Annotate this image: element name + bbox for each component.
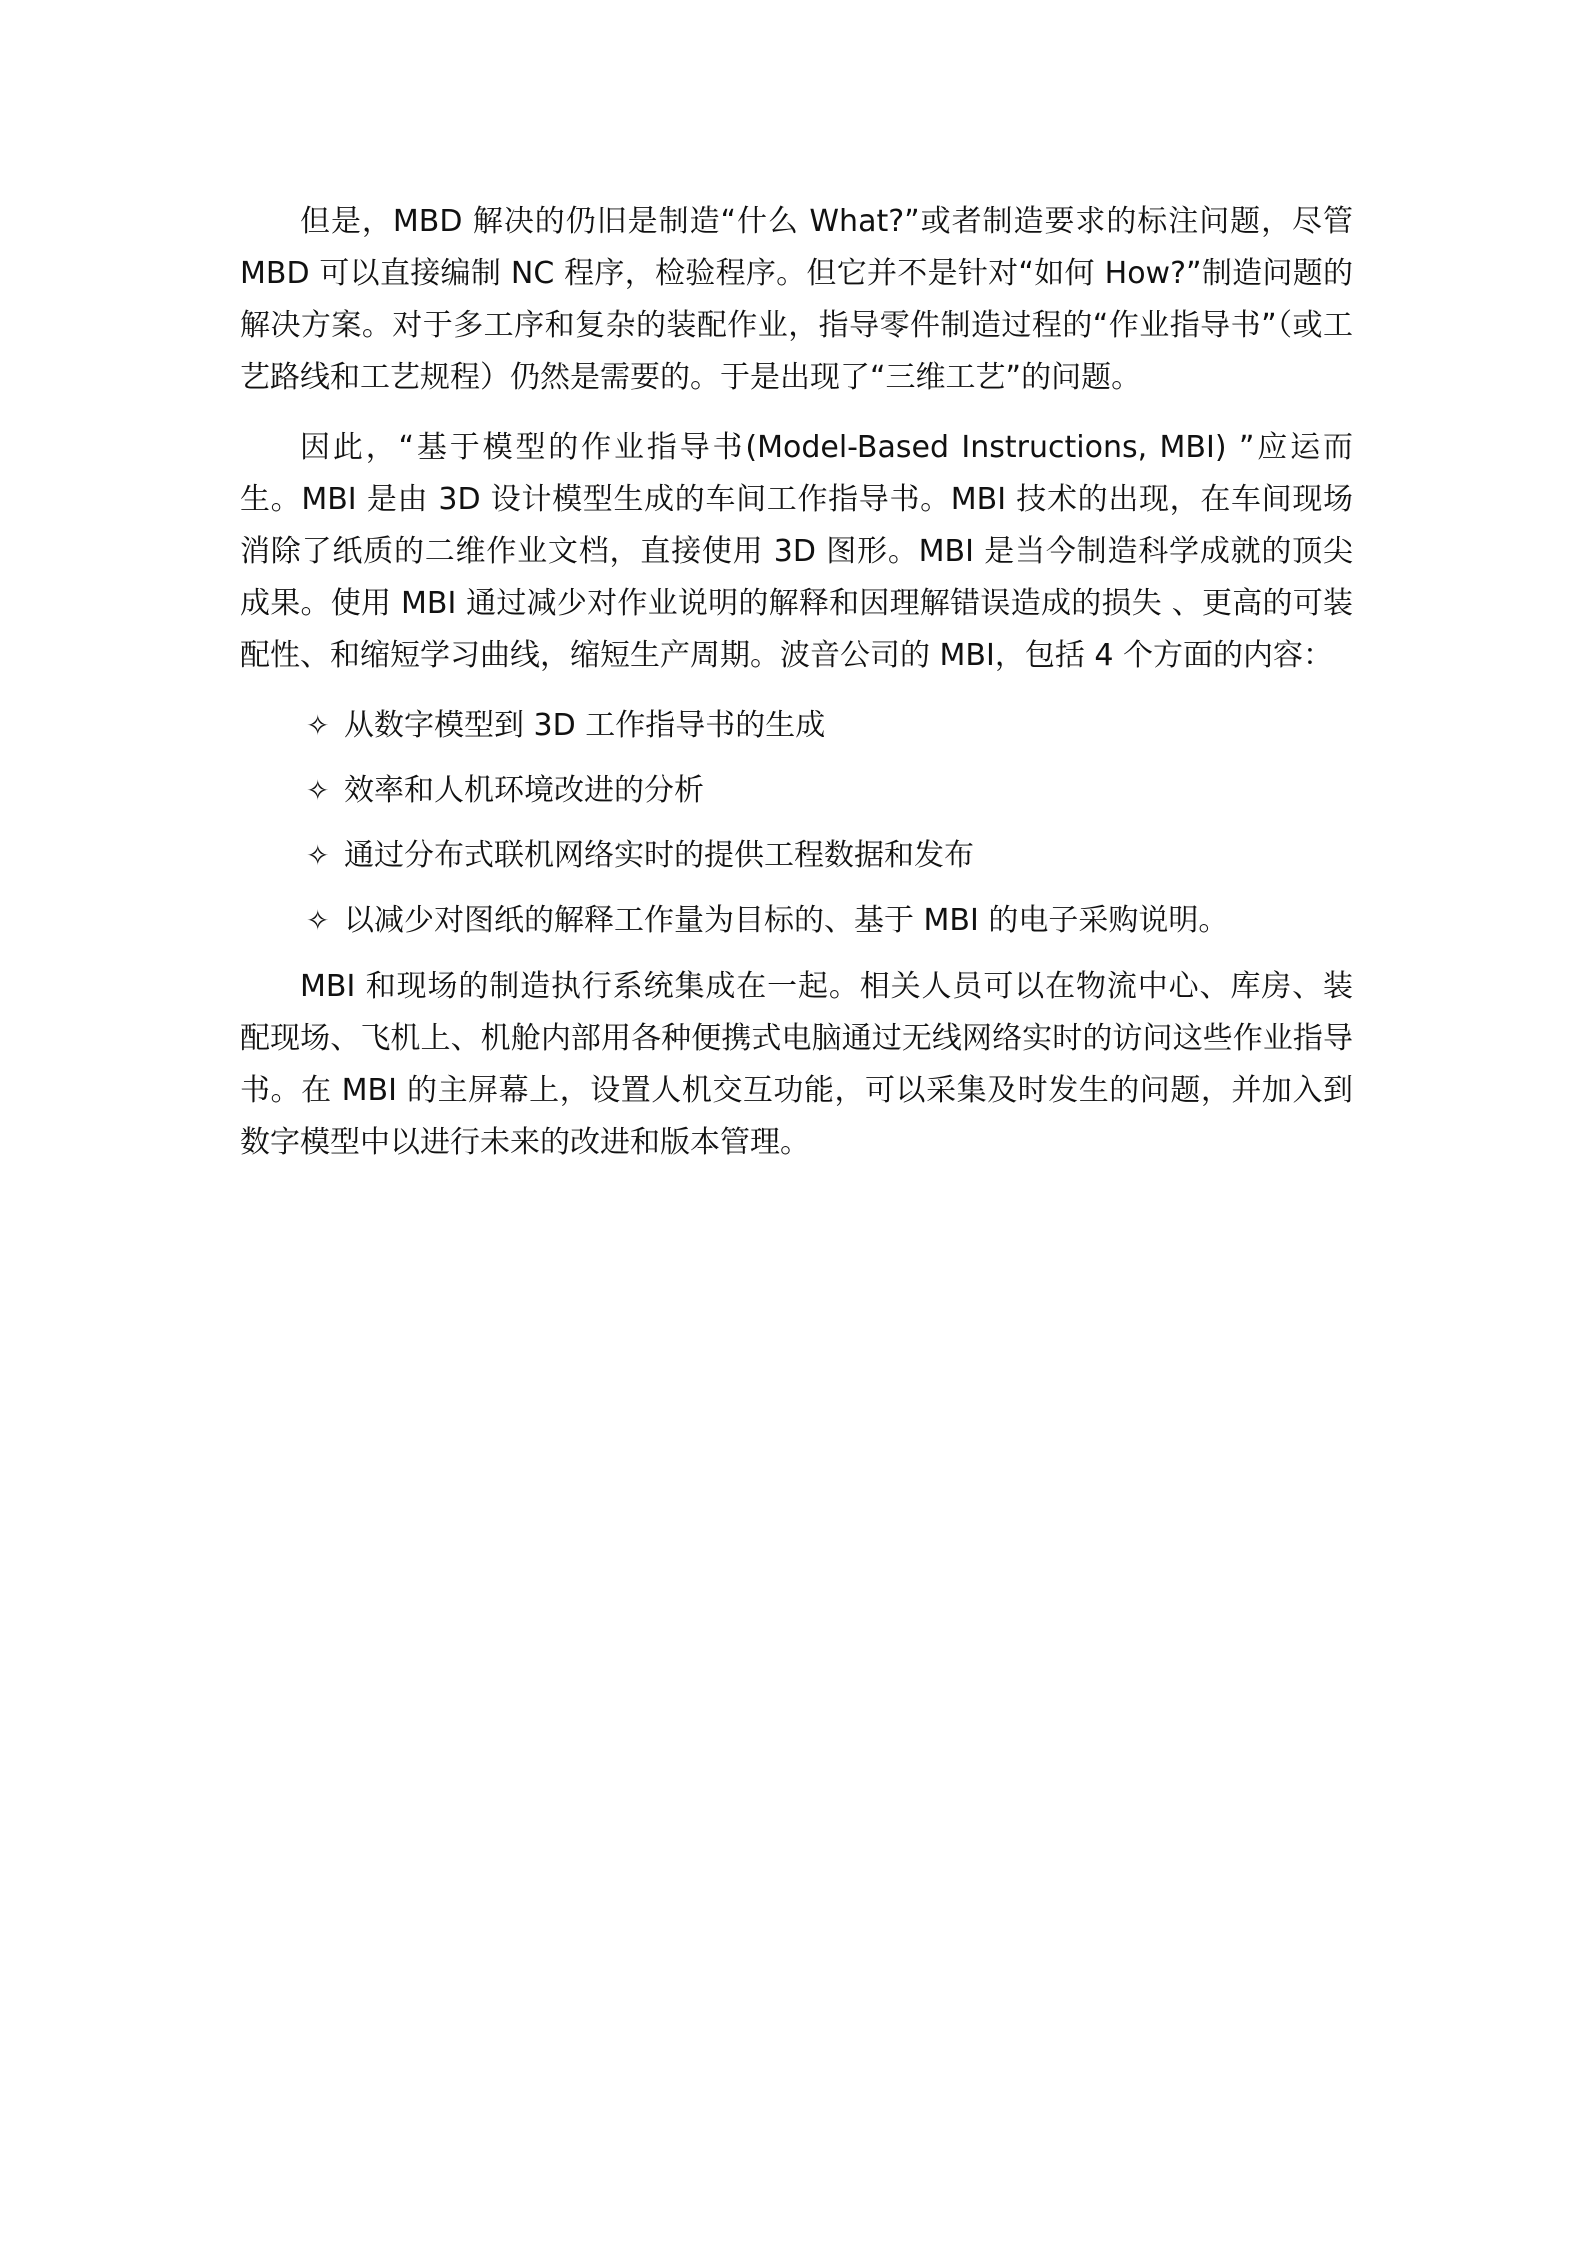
list-item-text: 从数字模型到 3D 工作指导书的生成: [344, 708, 826, 743]
list-item-text: 以减少对图纸的解释工作量为目标的、基于 MBI 的电子采购说明。: [344, 903, 1229, 938]
four-point-star-icon: ✧: [306, 774, 330, 807]
four-point-star-icon: ✧: [306, 709, 330, 742]
list-item: [240, 765, 1353, 817]
list-item: [240, 830, 1353, 882]
list-item-text: 通过分布式联机网络实时的提供工程数据和发布: [344, 838, 974, 873]
list-item: [240, 895, 1353, 947]
mbi-content-list: [240, 700, 1353, 947]
list-item-text: 效率和人机环境改进的分析: [344, 773, 704, 808]
four-point-star-icon: ✧: [306, 839, 330, 872]
document-body: [240, 196, 1353, 1187]
four-point-star-icon: ✧: [306, 904, 330, 937]
paragraph-mbd-limitations: 但是，MBD 解决的仍旧是制造“什么 What?”或者制造要求的标注问题，尽管 MBD 可以直接编制 NC 程序，检验程序。但它并不是针对“如何 How?”制造问题的解决方案。对于多工序和复杂的装配作业，指导零件制造过程的“作业指导书”（或工艺路线和工艺规程）仍然是需要的。于是出现了“三维工艺”的问题。: [240, 204, 1353, 395]
paragraph-mbi-integration: MBI 和现场的制造执行系统集成在一起。相关人员可以在物流中心、库房、装配现场、飞机上、机舱内部用各种便携式电脑通过无线网络实时的访问这些作业指导书。在 MBI 的主屏幕上，设置人机交互功能，可以采集及时发生的问题，并加入到数字模型中以进行未来的改进和版本管理。: [240, 969, 1353, 1160]
paragraph-mbi-introduction: 因此，“基于模型的作业指导书(Model-Based Instructions, MBI) ”应运而生。MBI 是由 3D 设计模型生成的车间工作指导书。MBI 技术的出现，在车间现场消除了纸质的二维作业文档，直接使用 3D 图形。MBI 是当今制造科学成就的顶尖成果。使用 MBI 通过减少对作业说明的解释和因理解错误造成的损失 、更高的可装配性、和缩短学习曲线，缩短生产周期。波音公司的 MBI，包括 4 个方面的内容：: [240, 430, 1353, 673]
list-item: [240, 700, 1353, 752]
